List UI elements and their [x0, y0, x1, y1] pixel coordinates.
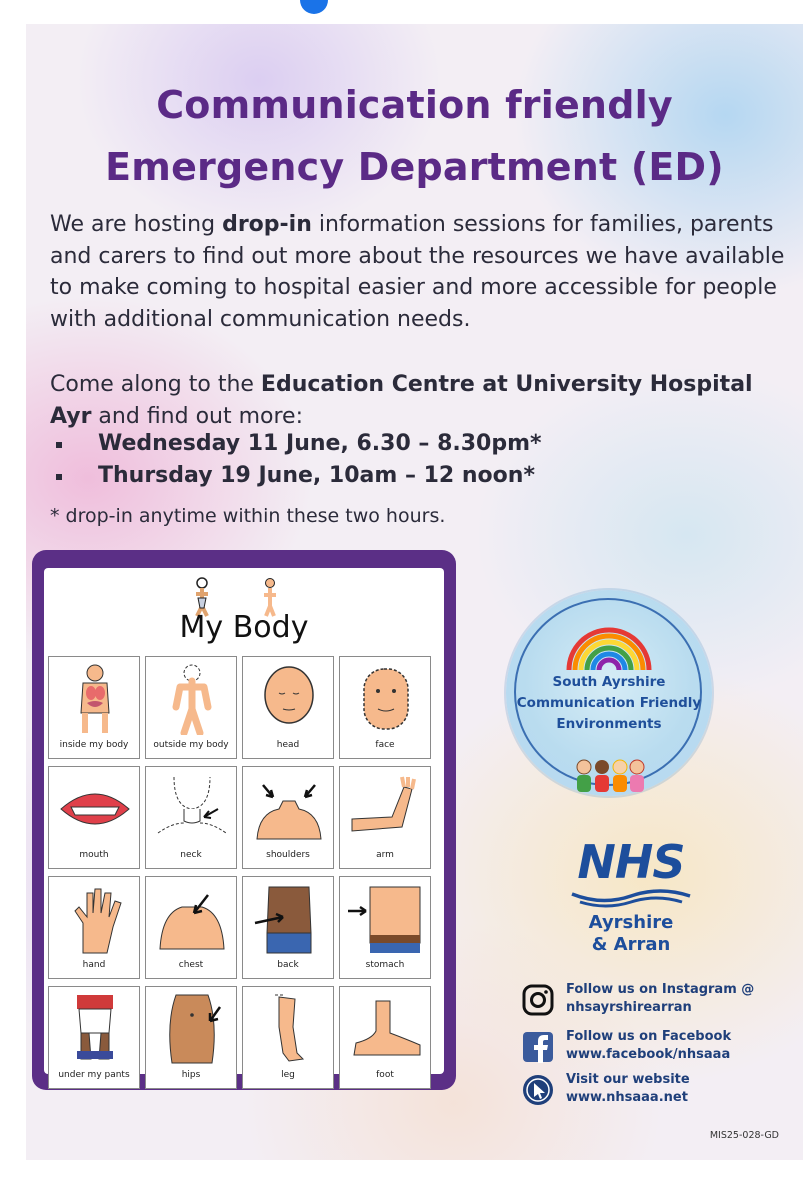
- facebook-contact[interactable]: [522, 1029, 792, 1069]
- body-card: [145, 656, 237, 759]
- body-card: [339, 656, 431, 759]
- waves-icon: [566, 888, 696, 908]
- body-card: [339, 986, 431, 1089]
- back-icon: [249, 883, 329, 955]
- title-line-1: Communication friendly: [156, 83, 673, 127]
- nhs-region-line-1: Ayrshire: [588, 912, 674, 933]
- body-card: [242, 766, 334, 869]
- website-text: Visit our website: [566, 1072, 690, 1087]
- body-card: [242, 986, 334, 1089]
- venue-text: Come along to the: [50, 372, 261, 397]
- cfe-logo: [506, 590, 754, 796]
- intro-paragraph: [50, 209, 790, 335]
- intro-text: We are hosting: [50, 212, 223, 237]
- nhs-region-line-2: & Arran: [591, 934, 671, 955]
- session-list: [50, 428, 542, 492]
- cell-label: neck: [180, 850, 202, 860]
- instagram-icon: [522, 984, 554, 1016]
- body-card: [339, 766, 431, 869]
- venue-paragraph: [50, 369, 790, 432]
- cell-label: chest: [178, 960, 204, 970]
- chest-icon: [152, 883, 232, 955]
- body-card: [48, 766, 140, 869]
- website-url[interactable]: www.nhsaaa.net: [566, 1090, 688, 1105]
- my-body-board: [32, 550, 456, 1090]
- nhs-logo: [566, 836, 696, 996]
- cell-label: back: [277, 960, 299, 970]
- board-title: My Body: [179, 610, 309, 645]
- mouth-icon: [55, 773, 135, 845]
- leg-icon: [249, 993, 329, 1065]
- page-title: [26, 74, 803, 198]
- rainbow-icon: [564, 626, 654, 672]
- body-card: [339, 876, 431, 979]
- cfe-line-1: South Ayrshire: [552, 674, 666, 690]
- inside-body-icon: [55, 663, 135, 735]
- shoulders-icon: [249, 773, 329, 845]
- cell-label: mouth: [79, 850, 109, 860]
- foot-icon: [346, 993, 426, 1065]
- facebook-url[interactable]: www.facebook/nhsaaa: [566, 1047, 731, 1062]
- body-card: [145, 876, 237, 979]
- intro-bold: drop-in: [222, 212, 312, 237]
- scroll-indicator: [300, 0, 328, 14]
- body-card: [48, 876, 140, 979]
- venue-bold: Education Centre at University Hospital Ayr: [50, 372, 753, 429]
- website-contact[interactable]: [522, 1072, 792, 1112]
- facebook-icon: [522, 1031, 554, 1063]
- hand-icon: [55, 883, 135, 955]
- nhs-wordmark: NHS: [577, 835, 685, 889]
- arm-icon: [346, 773, 426, 845]
- head-icon: [249, 663, 329, 735]
- session-item: Thursday 19 June, 10am – 12 noon*: [50, 460, 542, 492]
- document-code: MIS25-028-GD: [709, 1130, 779, 1141]
- body-card: [242, 656, 334, 759]
- under-pants-icon: [55, 993, 135, 1065]
- instagram-text: Follow us on Instagram @: [566, 982, 755, 997]
- cell-label: foot: [376, 1070, 394, 1080]
- cell-label: hips: [181, 1070, 201, 1080]
- cfe-line-3: Environments: [556, 716, 662, 732]
- neck-icon: [152, 773, 232, 845]
- hips-icon: [152, 993, 232, 1065]
- body-card: [242, 876, 334, 979]
- cell-label: shoulders: [266, 850, 310, 860]
- face-icon: [346, 663, 426, 735]
- body-card: [48, 656, 140, 759]
- children-icon: [574, 758, 646, 792]
- instagram-contact[interactable]: [522, 982, 792, 1022]
- cell-label: hand: [82, 960, 106, 970]
- instagram-handle[interactable]: nhsayrshirearran: [566, 1000, 692, 1015]
- cfe-text: [506, 672, 712, 735]
- venue-text-rest: and find out more:: [91, 403, 303, 429]
- session-item: Wednesday 11 June, 6.30 – 8.30pm*: [50, 428, 542, 460]
- cell-label: inside my body: [59, 740, 129, 750]
- poster: [26, 24, 803, 1160]
- stomach-icon: [346, 883, 426, 955]
- cell-label: head: [276, 740, 300, 750]
- cfe-line-2: Communication Friendly: [516, 695, 702, 711]
- body-card: [145, 766, 237, 869]
- cell-label: outside my body: [153, 740, 229, 750]
- cell-label: arm: [376, 850, 394, 860]
- title-line-2: Emergency Department (ED): [105, 145, 724, 189]
- cell-label: stomach: [365, 960, 405, 970]
- intro-text-rest: information sessions for families, parents and carers to find out more about the resources we have available to make coming to hospital easier and more accessible for people with additional communication needs.: [50, 212, 785, 332]
- board-card: [44, 568, 444, 1080]
- dropin-note: * drop-in anytime within these two hours.: [50, 505, 446, 527]
- cell-label: leg: [281, 1070, 295, 1080]
- cursor-click-icon: [522, 1074, 554, 1106]
- cell-label: under my pants: [58, 1070, 130, 1080]
- body-card: [145, 986, 237, 1089]
- outside-body-icon: [152, 663, 232, 735]
- facebook-text: Follow us on Facebook: [566, 1029, 732, 1044]
- cell-label: face: [375, 740, 395, 750]
- body-card: [48, 986, 140, 1089]
